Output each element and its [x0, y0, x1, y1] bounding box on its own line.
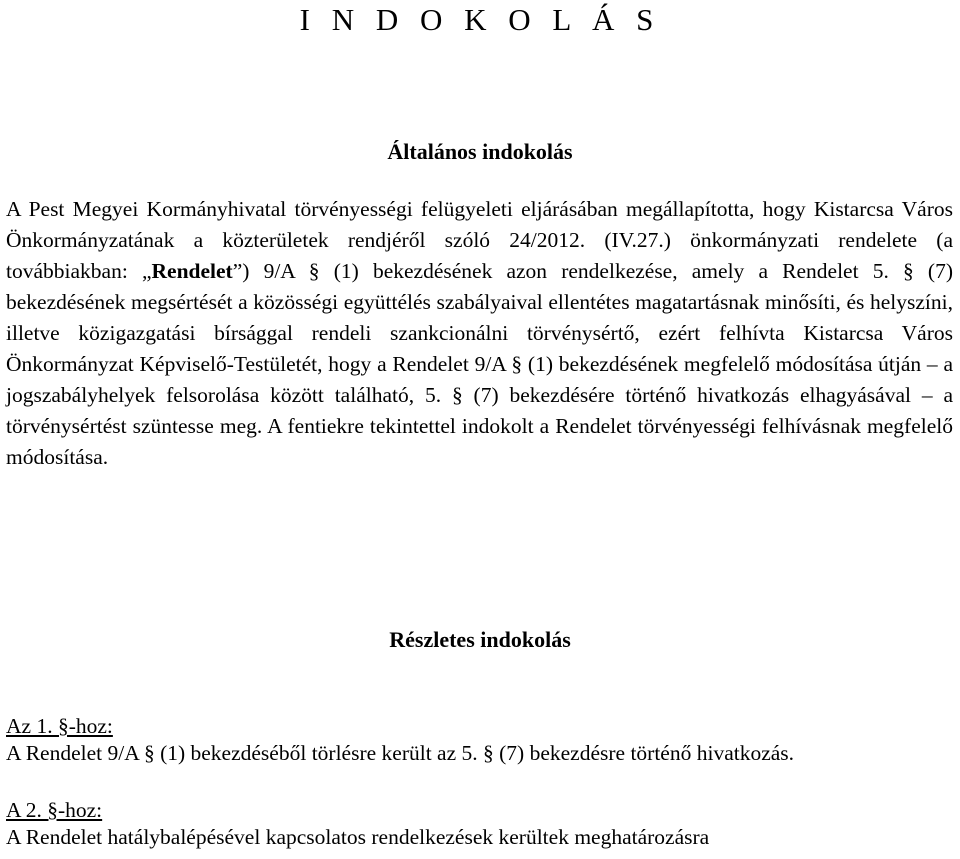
section-1-text: A Rendelet 9/A § (1) bekezdéséből törlésre került az 5. § (7) bekezdésre történő hivatkozás.	[6, 741, 795, 765]
section-1-label: Az 1. §-hoz:	[6, 714, 113, 738]
paragraph-text-start: A Pest Megyei Kormányhivatal törvényességi felügyeleti eljárásában megállapította, hogy Kistarcsa Város Önkormányzatának a közterületek rendjéről szóló 24/2012. (IV.27.) önkormányzati rendelete (a továbbiakban: „	[6, 197, 953, 283]
general-justification-paragraph	[6, 194, 953, 473]
detailed-justification-heading: Részletes indokolás	[389, 627, 571, 652]
defined-term-rendelet: Rendelet	[151, 259, 233, 283]
section-2-label: A 2. §-hoz:	[6, 798, 103, 822]
section-2-text: A Rendelet hatálybalépésével kapcsolatos rendelkezések kerültek meghatározásra	[6, 825, 710, 849]
paragraph-text-end: ”) 9/A § (1) bekezdésének azon rendelkezése, amely a Rendelet 5. § (7) bekezdésének megsértését a közösségi együttélés szabályaival ellentétes magatartásnak minősíti, és helyszíni, illetve közigazgatási bírsággal rendeli szankcionálni törvénysértő, ezért felhívta Kistarcsa Város Önkormányzat Képviselő-Testületét, hogy a Rendelet 9/A § (1) bekezdésének megfelelő módosítása útján – a jogszabályhelyek felsorolása között található, 5. § (7) bekezdésére történő hivatkozás elhagyásával – a törvénysértést szüntesse meg. A fentiekre tekintettel indokolt a Rendelet törvényességi felhívásnak megfelelő módosítása.	[6, 259, 953, 469]
document-title: I N D O K O L Á S	[299, 2, 661, 37]
general-justification-heading: Általános indokolás	[387, 139, 573, 164]
